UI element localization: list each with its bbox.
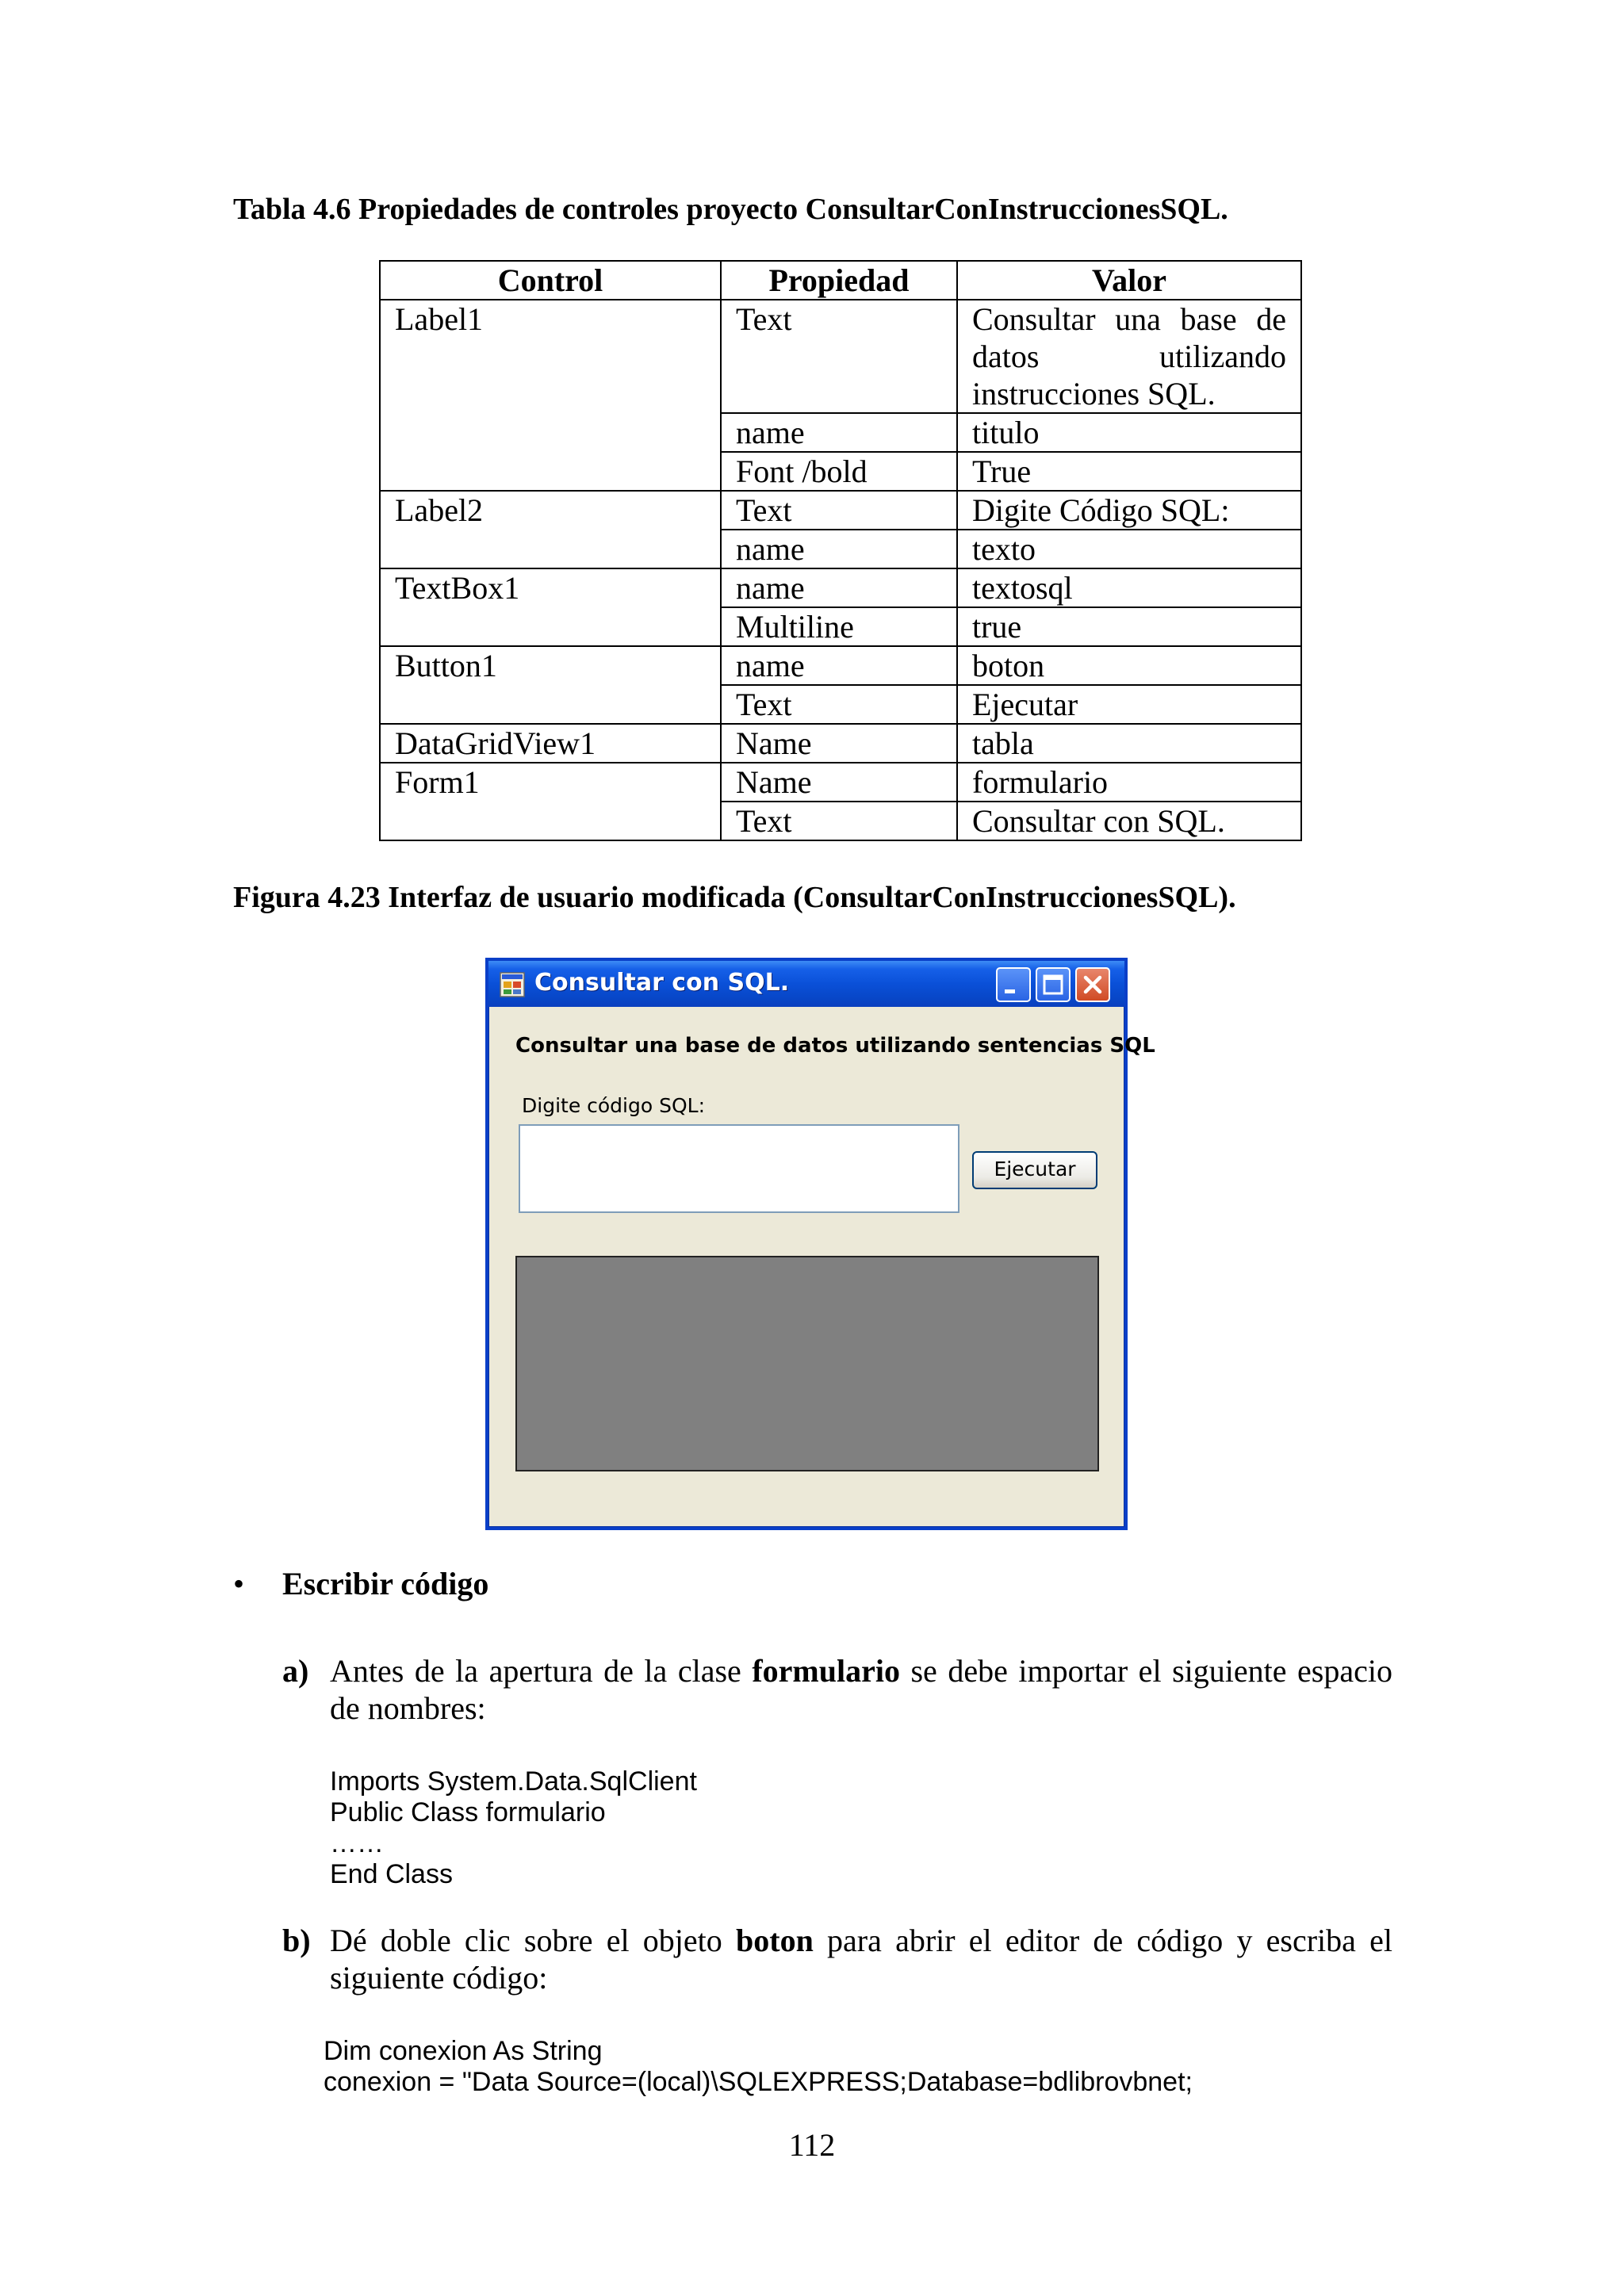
item-marker: b) — [282, 1923, 311, 1958]
item-b-text-after: para abrir el editor de código y escriba el siguiente código: — [330, 1923, 1392, 1996]
table-row — [380, 646, 1301, 685]
item-a-paragraph — [330, 1652, 1392, 1727]
table-row — [380, 724, 1301, 763]
cell-prop: name — [721, 530, 957, 568]
figure-caption: Figura 4.23 Interfaz de usuario modificada (ConsultarConInstruccionesSQL). — [233, 881, 1236, 914]
section-heading: Escribir código — [282, 1566, 489, 1601]
bullet: • — [233, 1566, 245, 1601]
cell-value: true — [957, 607, 1301, 646]
cell-prop: Font /bold — [721, 452, 957, 491]
cell-control: Label1 — [380, 300, 721, 491]
table-row — [380, 491, 1301, 530]
item-b-text-before: Dé doble clic sobre el objeto — [330, 1923, 737, 1958]
cell-value: Consultar una base de datos utilizando instrucciones SQL. — [957, 300, 1301, 413]
item-a-text-bold: formulario — [752, 1653, 900, 1689]
cell-value: formulario — [957, 763, 1301, 802]
cell-value: textosql — [957, 568, 1301, 607]
cell-prop: Multiline — [721, 607, 957, 646]
item-b-text-bold: boton — [736, 1923, 814, 1958]
minimize-button[interactable] — [996, 967, 1031, 1002]
cell-prop: Name — [721, 724, 957, 763]
form-title-label: Consultar una base de datos utilizando sentencias SQL — [515, 1034, 1155, 1058]
code-line: Dim conexion As String — [324, 2036, 603, 2066]
item-marker: a) — [282, 1653, 309, 1689]
minimize-icon — [998, 969, 1029, 1001]
cell-prop: name — [721, 413, 957, 452]
code-line: Public Class formulario — [330, 1797, 606, 1827]
item-a-text-after: se debe importar el siguiente espacio de nombres: — [330, 1653, 1392, 1726]
cell-value: boton — [957, 646, 1301, 685]
data-grid-view[interactable] — [515, 1256, 1099, 1471]
page-number: 112 — [788, 2127, 836, 2163]
cell-control: Button1 — [380, 646, 721, 724]
code-block-a — [330, 1766, 697, 1890]
table-header-row — [380, 261, 1301, 300]
code-line: End Class — [330, 1859, 453, 1889]
close-button[interactable] — [1075, 967, 1110, 1002]
cell-prop: Text — [721, 300, 957, 413]
table-row — [380, 300, 1301, 413]
code-line: Imports System.Data.SqlClient — [330, 1766, 697, 1797]
cell-value: titulo — [957, 413, 1301, 452]
form-window — [485, 958, 1155, 1530]
form-icon — [500, 972, 525, 997]
cell-value: Digite Código SQL: — [957, 491, 1301, 530]
header-propiedad: Propiedad — [721, 261, 957, 300]
header-valor: Valor — [957, 261, 1301, 300]
cell-control: Form1 — [380, 763, 721, 840]
table-caption: Tabla 4.6 Propiedades de controles proyecto ConsultarConInstruccionesSQL. — [233, 193, 1228, 226]
cell-prop: Text — [721, 802, 957, 840]
header-control: Control — [380, 261, 721, 300]
cell-value: True — [957, 452, 1301, 491]
maximize-button[interactable] — [1036, 967, 1071, 1002]
code-line: …… — [330, 1828, 384, 1858]
close-icon — [1077, 969, 1109, 1001]
cell-control: DataGridView1 — [380, 724, 721, 763]
code-block-b — [324, 2036, 1193, 2098]
cell-value: Ejecutar — [957, 685, 1301, 724]
maximize-icon — [1037, 969, 1069, 1001]
cell-prop: Text — [721, 491, 957, 530]
item-b-paragraph — [330, 1922, 1392, 1996]
table-row — [380, 763, 1301, 802]
table-row — [380, 568, 1301, 607]
properties-table — [379, 260, 1302, 841]
sql-textbox[interactable] — [519, 1124, 959, 1213]
cell-value: tabla — [957, 724, 1301, 763]
cell-prop: name — [721, 568, 957, 607]
cell-control: TextBox1 — [380, 568, 721, 646]
sql-code-label: Digite código SQL: — [522, 1094, 706, 1117]
cell-value: texto — [957, 530, 1301, 568]
cell-control: Label2 — [380, 491, 721, 568]
window-title: Consultar con SQL. — [534, 969, 790, 997]
execute-button[interactable]: Ejecutar — [972, 1151, 1097, 1189]
window-titlebar — [488, 961, 1124, 1007]
cell-prop: Text — [721, 685, 957, 724]
cell-prop: name — [721, 646, 957, 685]
cell-prop: Name — [721, 763, 957, 802]
code-line: conexion = "Data Source=(local)\SQLEXPRESS;Database=bdlibrovbnet; — [324, 2067, 1193, 2097]
item-a-text-before: Antes de la apertura de la clase — [330, 1653, 753, 1689]
cell-value: Consultar con SQL. — [957, 802, 1301, 840]
